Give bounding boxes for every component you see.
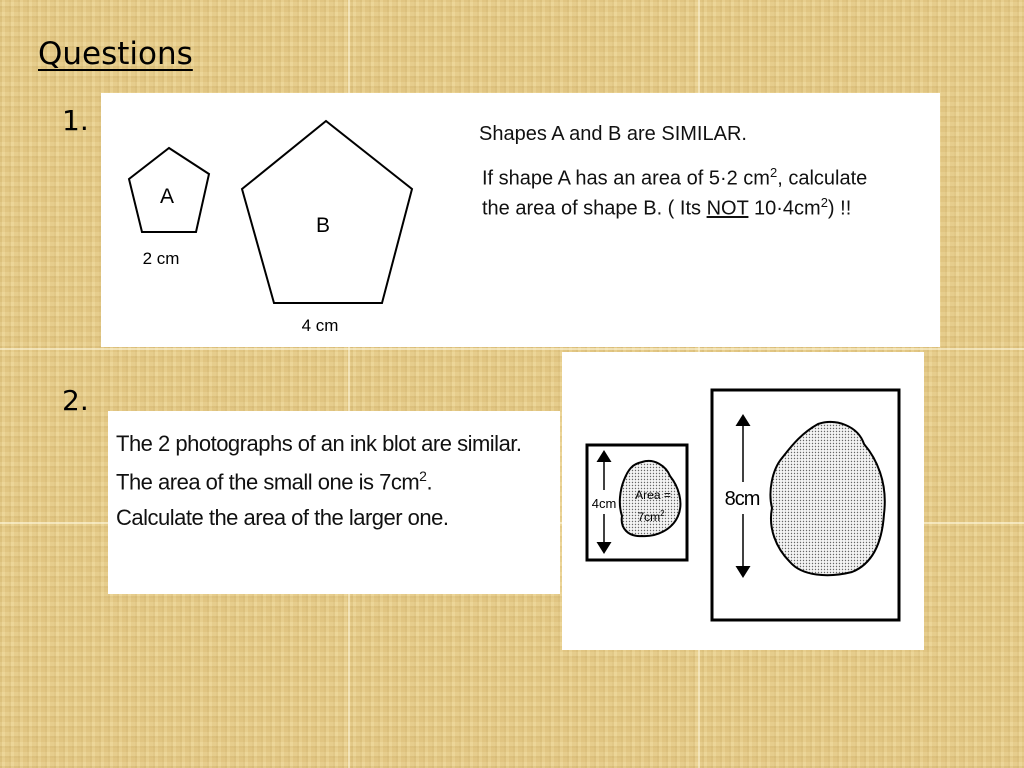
q1-line-2-text-end: , calculate [777,167,868,190]
superscript: 2 [419,468,427,484]
q1-line-2-text: If shape A has an area of 5·2 cm [482,167,770,190]
question-2-figure-panel [562,352,924,650]
q1-line-3-text-mid: 10·4cm [748,197,821,220]
shape-b-label: B [315,214,331,237]
q2-text-line-2 [116,468,432,495]
area-label: Area = [635,488,671,502]
q2-line-2-text: The area of the small one is 7cm [116,469,420,495]
question-1-number: 1. [62,104,89,137]
small-dimension-label: 4cm [591,496,617,511]
ink-blot-figure [562,352,924,650]
q1-line-3-text-end: ) !! [827,197,852,220]
q1-line-3-text: the area of shape B. ( Its [482,197,707,220]
shape-a-label: A [159,185,175,208]
superscript: 2 [660,509,665,518]
area-value-text: 7cm [637,510,661,524]
large-dimension-label: 8cm [724,488,760,510]
q2-text-line-1: The 2 photographs of an ink blot are similar. [116,431,522,456]
q2-text-line-3: Calculate the area of the larger one. [116,505,449,530]
background-grid-line [0,348,1024,350]
q2-line-2-text-end: . [426,469,433,495]
shape-b-dimension: 4 cm [301,316,339,335]
q1-text-line-3 [482,195,851,221]
q1-text-line-2 [482,165,867,191]
not-emphasis: NOT [706,197,749,220]
superscript: 2 [769,165,778,180]
pentagon-b [242,121,412,303]
shape-a-dimension: 2 cm [142,249,180,268]
question-2-text-panel [108,411,560,594]
large-ink-blot [770,422,884,575]
q1-text-line-1: Shapes A and B are SIMILAR. [479,123,747,145]
question-2-number: 2. [62,384,89,417]
superscript: 2 [820,195,828,210]
page-title: Questions [38,36,193,72]
question-1-panel [101,93,940,347]
